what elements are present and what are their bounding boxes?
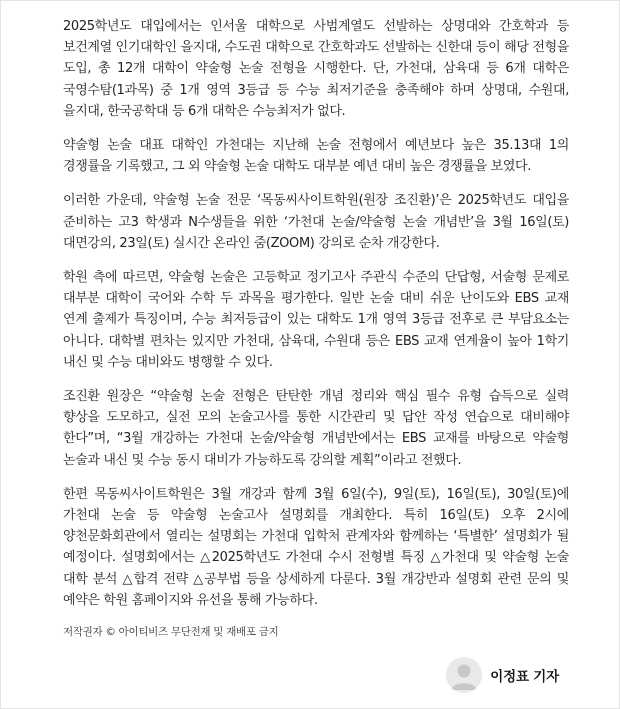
article-paragraph-1: 2025학년도 대입에서는 인서울 대학으로 사범계열도 선발하는 상명대와 간호학과 등 보건계열 인기대학인 을지대, 수도권 대학으로 간호학과도 선발하는 신한대 등이 해당 전형을 도입, 총 12개 대학이 약술형 논술 전형을 시행한다. 단, 가천대, 삼육대 등 6개 대학은 국영수탐(1과목) 중 1개 영역 3등급 등 수능 최저기준을 충족해야 하며 상명대, 수원대, 을지대, 한국공학대 등 6개 대학은 수능최저가 없다. [63,19,569,119]
reporter-name[interactable]: 이정표 기자 [490,669,559,685]
article-paragraph-2: 약술형 논술 대표 대학인 가천대는 지난해 논술 전형에서 예년보다 높은 35.13대 1의 경쟁률을 기록했고, 그 외 약술형 논술 대학도 대부분 예년 대비 높은 경쟁률을 보였다. [63,138,569,175]
reporter-byline[interactable] [446,657,559,693]
copyright-notice: 저작권자 © 아이티비즈 무단전재 및 재배포 금지 [63,626,279,639]
user-avatar-placeholder-icon [446,657,482,693]
article-paragraph-3: 이러한 가운데, 약술형 논술 전문 ‘목동씨사이트학원(원장 조진환)’은 2025학년도 대입을 준비하는 고3 학생과 N수생들을 위한 ‘가천대 논술/약술형 논술 개념반’을 3월 16일(토) 대면강의, 23일(토) 실시간 온라인 줌(ZOOM) 강의로 순차 개강한다. [63,193,569,251]
article-body [63,16,569,640]
article-paragraph-4: 학원 측에 따르면, 약술형 논술은 고등학교 정기고사 주관식 수준의 단답형, 서술형 문제로 대부분 대학이 국어와 수학 두 과목을 평가한다. 일반 논술 대비 쉬운 난이도와 EBS 교재 연계 출제가 특징이며, 수능 최저등급이 있는 대학도 1개 영역 3등급 전후로 큰 부담요소는 아니다. 대학별 편차는 있지만 가천대, 삼육대, 수원대 등은 EBS 교재 연계율이 높아 1학기 내신 및 수능 대비와도 병행할 수 있다. [63,270,569,370]
article-paragraph-6: 한편 목동씨사이트학원은 3월 개강과 함께 3월 6일(수), 9일(토), 16일(토), 30일(토)에 가천대 논술 등 약술형 논술고사 설명회를 개최한다. 특히 16일(토) 오후 2시에 양천문화회관에서 열리는 설명회는 가천대 입학처 관계자와 함께하는 ‘특별한’ 설명회가 될 예정이다. 설명회에서는 △2025학년도 가천대 수시 전형별 특징 △가천대 및 약술형 논술 대학 분석 △합격 전략 △공부법 등을 상세하게 다룬다. 3월 개강반과 설명회 관련 문의 및 예약은 학원 홈페이지와 유선을 통해 가능하다. [63,486,569,608]
article-paragraph-5: 조진환 원장은 “약술형 논술 전형은 탄탄한 개념 정리와 핵심 필수 유형 습득으로 실력 향상을 도모하고, 실전 모의 논술고사를 통한 시간관리 및 답안 작성 연습으로 대비해야 한다”며, “3월 개강하는 가천대 논술/약술형 개념반에서는 EBS 교재를 바탕으로 약술형 논술과 내신 및 수능 동시 대비가 가능하도록 강의할 계획”이라고 전했다. [63,389,569,468]
